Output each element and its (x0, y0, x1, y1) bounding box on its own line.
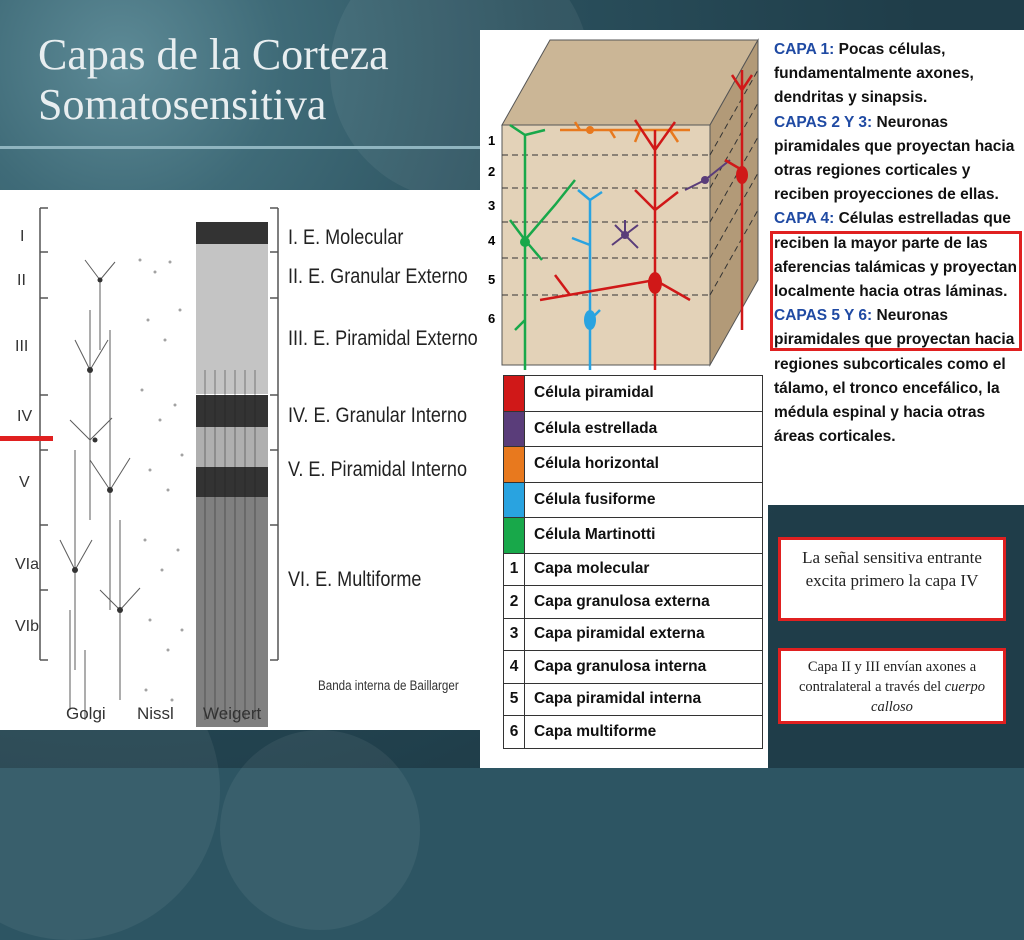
layer-name-6: VI. E. Multiforme (288, 568, 422, 591)
capa56-text: Neuronas piramidales que proyectan hacia regiones subcorticales como el tálamo, el tronco encefálico, la médula espinal y hacia otras áreas corticales. (774, 307, 1015, 446)
capa23-text: Neuronas piramidales que proyectan hacia otras regiones corticales y reciben proyecciones de ellas. (774, 113, 1015, 204)
legend-table (503, 375, 763, 749)
layer-row (504, 683, 763, 716)
histology-panel (0, 190, 480, 730)
cortex-block-diagram (480, 30, 768, 375)
title-line-2: Somatosensitiva (38, 80, 327, 129)
layer-label: Capa piramidal interna (525, 683, 763, 716)
layer-label: Capa multiforme (525, 716, 763, 749)
slide-title (38, 30, 478, 130)
legend-swatch (504, 411, 525, 447)
layer-iv-marker (0, 436, 53, 441)
legend-row (504, 447, 763, 483)
stain-label-nissl: Nissl (137, 704, 174, 723)
note-cuerpo-calloso-italic: cuerpo calloso (871, 679, 985, 715)
legend-label: Célula horizontal (525, 447, 763, 483)
capa4-text: Células estrelladas que reciben la mayor parte de las aferencias talámicas y proyectan localmente hacia otras láminas. (774, 210, 1017, 301)
note-capa-iv (778, 537, 1006, 621)
diagram-layer-number: 4 (488, 233, 496, 248)
roman-label-IV: IV (17, 408, 33, 425)
layer-row (504, 651, 763, 684)
roman-label-III: III (15, 338, 29, 355)
roman-label-VIa: VIa (15, 556, 40, 573)
layer-row (504, 716, 763, 749)
roman-label-VIb: VIb (15, 618, 40, 635)
layer-name-5: V. E. Piramidal Interno (288, 458, 468, 481)
legend-label: Célula estrellada (525, 411, 763, 447)
legend-swatch (504, 447, 525, 483)
legend-label: Célula fusiforme (525, 482, 763, 518)
layer-label: Capa granulosa interna (525, 651, 763, 684)
roman-label-II: II (17, 272, 26, 289)
diagram-layer-number: 5 (488, 272, 496, 287)
capa1-key: CAPA 1: (774, 41, 835, 58)
note-cuerpo-calloso (778, 648, 1006, 724)
layer-number: 3 (504, 618, 525, 651)
capa23-key: CAPAS 2 Y 3: (774, 113, 873, 131)
roman-label-I: I (20, 228, 25, 245)
baillarger-label: Banda interna de Baillarger (318, 678, 459, 693)
layer-name-1: I. E. Molecular (288, 226, 404, 249)
legend-swatch (504, 518, 525, 554)
layer-name-2: II. E. Granular Externo (288, 265, 468, 288)
layer-row (504, 618, 763, 651)
diagram-layer-number: 2 (488, 164, 496, 179)
title-line-1: Capas de la Corteza (38, 30, 389, 79)
capa1-text: Pocas células, fundamentalmente axones, dendritas y sinapsis. (774, 41, 974, 107)
legend-swatch (504, 376, 525, 412)
legend-row (504, 482, 763, 518)
legend-row (504, 411, 763, 447)
layer-label: Capa molecular (525, 553, 763, 586)
legend-label: Célula Martinotti (525, 518, 763, 554)
stain-label-weigert: Weigert (203, 704, 262, 723)
layer-name-3: III. E. Piramidal Externo (288, 327, 478, 350)
roman-label-V: V (19, 474, 30, 491)
title-divider (0, 146, 480, 149)
layer-number: 4 (504, 651, 525, 684)
diagram-layer-number: 1 (488, 133, 496, 148)
capa56-key: CAPAS 5 Y 6: (774, 307, 873, 325)
diagram-layer-number: 6 (488, 311, 496, 326)
layer-row (504, 586, 763, 619)
capa4-highlight (770, 231, 1022, 351)
layer-name-4: IV. E. Granular Interno (288, 404, 468, 427)
layer-label: Capa piramidal externa (525, 618, 763, 651)
layer-row (504, 553, 763, 586)
layer-label: Capa granulosa externa (525, 586, 763, 619)
layer-number: 6 (504, 716, 525, 749)
legend-swatch (504, 482, 525, 518)
note-cuerpo-calloso-text: Capa II y III envían axones a contralateral a través del (799, 659, 977, 695)
decor-bubble (220, 730, 420, 930)
note-capa-iv-text: La señal sensitiva entrante excita primero la capa IV (802, 548, 982, 590)
stain-label-golgi: Golgi (66, 704, 106, 723)
layer-number: 1 (504, 553, 525, 586)
diagram-layer-number: 3 (488, 198, 496, 213)
legend-row (504, 518, 763, 554)
legend-label: Célula piramidal (525, 376, 763, 412)
layer-number: 2 (504, 586, 525, 619)
layer-number: 5 (504, 683, 525, 716)
legend-row (504, 376, 763, 412)
capa4-key: CAPA 4: (774, 210, 835, 228)
